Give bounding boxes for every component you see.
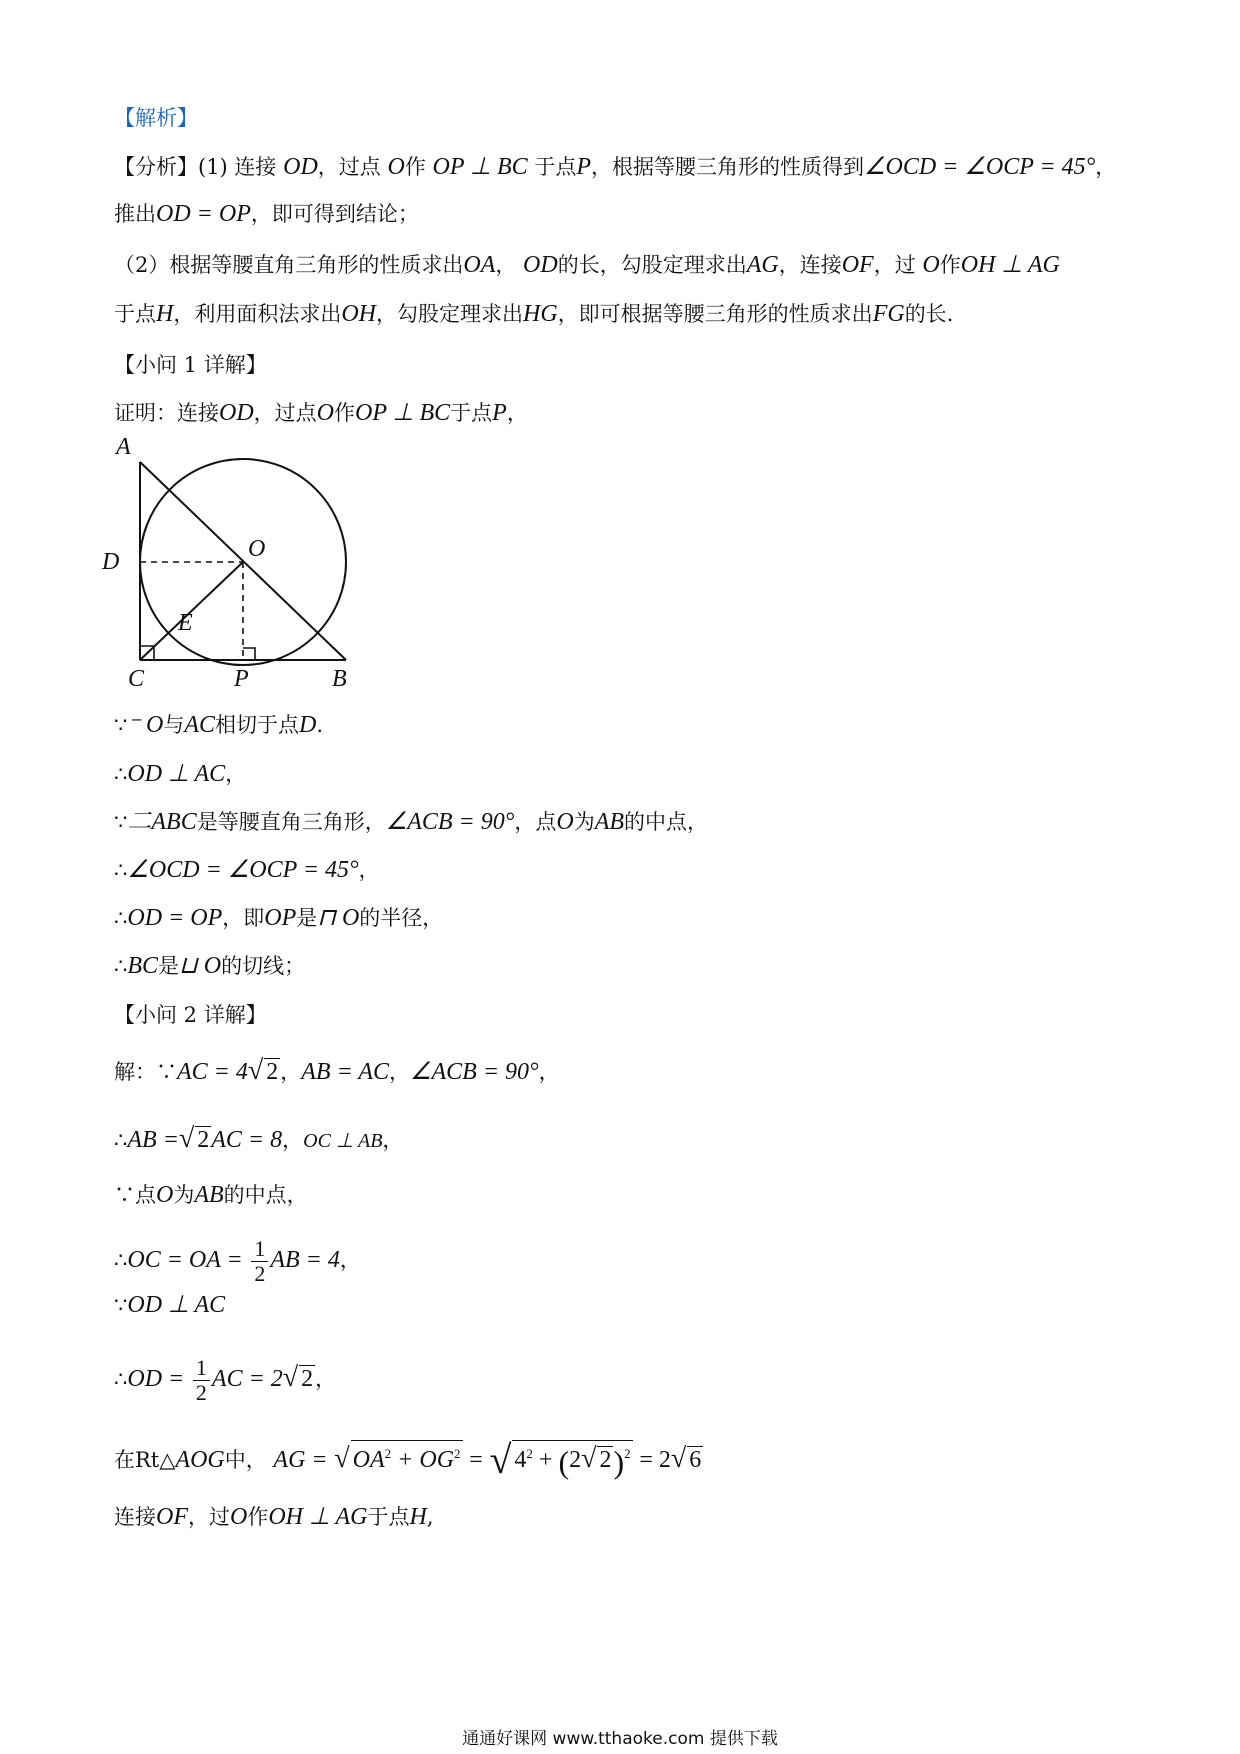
q2-step-8: 连接OF，过O作OH ⊥ AG于点H, [114,1504,434,1530]
q1-step-4: ∴∠OCD = ∠OCP = 45°， [114,857,380,883]
q2-step-3: ∵点O为AB的中点， [114,1182,308,1208]
q2-heading: 【小问 2 详解】 [114,1003,267,1027]
q1-step-5: ∴OD = OP，即OP是⊓ O的半径， [114,905,444,931]
label-c: C [128,666,145,692]
right-angle-p [243,648,255,660]
page-footer: 通通好课网 www.tthaoke.com 提供下载 [462,1729,778,1749]
q1-step-1: ∵⁻ O与AC相切于点D. [114,712,324,738]
geometry-diagram [100,432,360,702]
q2-step-7: 在Rt△AOG中， AG = √ $OA^2 + OG^2$ = √ $4^2 + (2√$ 2)$^2$ = 2√ 6 [114,1437,702,1482]
analysis-line-2: 推出OD = OP，即可得到结论； [114,201,419,227]
label-b: B [332,666,347,692]
q1-heading: 【小问 1 详解】 [114,353,267,377]
q2-step-4: ∴OC = OA = $\frac{1}{2}$ AB = 4， [114,1236,361,1286]
q1-step-6: ∴BC是⊔ O的切线； [114,953,306,979]
analysis-line-4: 于点H，利用面积法求出OH，勾股定理求出HG，即可根据等腰三角形的性质求出FG的长. [114,301,954,327]
q2-step-2: ∴AB =√ 2AC = 8，OC ⊥ AB， [114,1123,404,1154]
q2-step-1: 解：∵AC = 4√ 2，AB = AC，∠ACB = 90°， [114,1055,560,1086]
label-o: O [248,536,266,562]
q1-step-3: ∵⼆ABC是等腰直角三角形，∠ACB = 90°，点O为AB的中点， [114,809,709,835]
q2-step-6: ∴OD = $\frac{1}{2}$ AC = 2√ 2， [114,1355,337,1405]
q1-step-2: ∴OD ⊥ AC， [114,761,247,787]
q2-step-5: ∵OD ⊥ AC [114,1292,226,1318]
analysis-heading: 【解析】 [114,106,198,130]
label-p: P [234,666,249,692]
label-a: A [116,434,131,460]
analysis-line-3: （2）根据等腰直角三角形的性质求出OA， OD的长，勾股定理求出AG，连接OF，过 O作OH ⊥ AG [114,252,1060,278]
q1-proof-intro: 证明：连接OD，过点O作OP ⊥ BC于点P， [114,400,528,426]
analysis-line-1: 【分析】(1) 连接 OD，过点 O作 OP ⊥ BC 于点P，根据等腰三角形的性质得到∠OCD = ∠OCP = 45°， [114,154,1117,180]
label-d: D [102,549,120,575]
label-e: E [178,610,193,636]
